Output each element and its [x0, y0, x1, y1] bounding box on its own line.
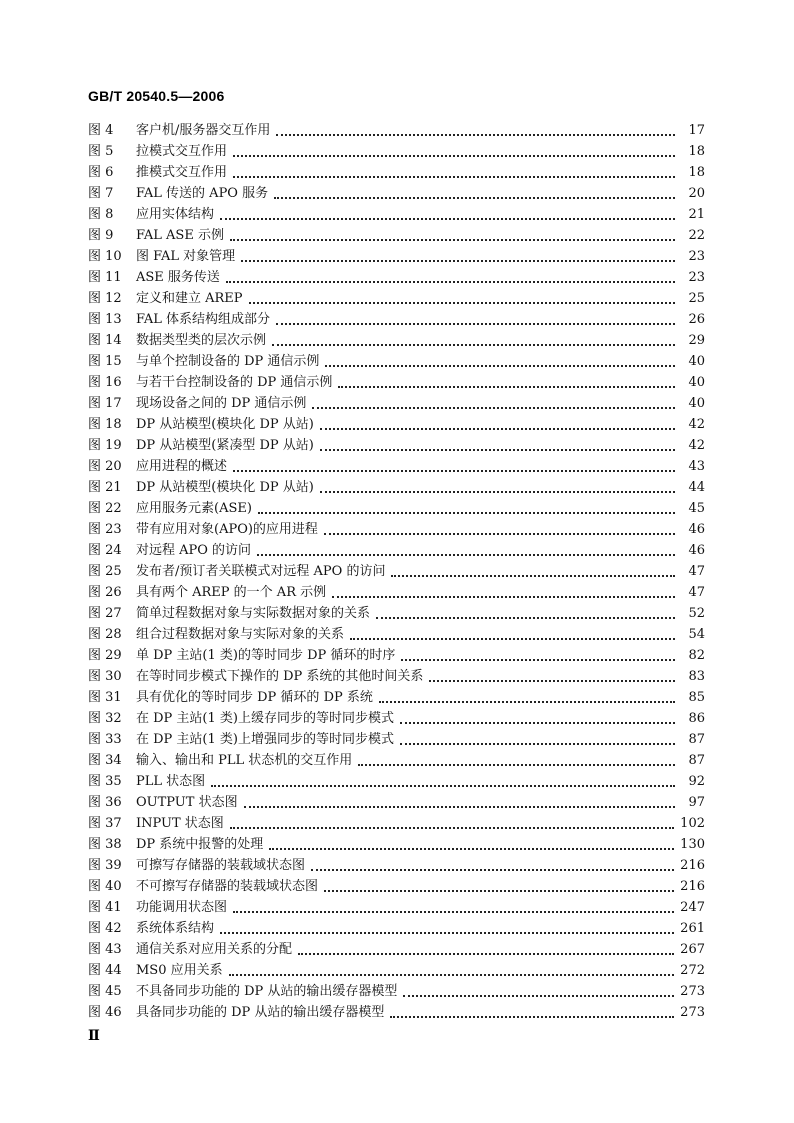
- dot-leader: [244, 805, 675, 808]
- dot-leader: [276, 322, 675, 325]
- figure-title: PLL 状态图: [136, 774, 206, 789]
- page-number: 54: [688, 627, 705, 642]
- toc-row[interactable]: [88, 183, 705, 204]
- dot-leader: [320, 427, 675, 430]
- figure-title: 图 FAL 对象管理: [136, 249, 236, 264]
- toc-row[interactable]: [88, 519, 705, 540]
- dot-leader: [324, 889, 674, 892]
- figure-number: 图 25: [88, 564, 122, 579]
- figure-title: 在 DP 主站(1 类)上缓存同步的等时同步模式: [136, 711, 394, 726]
- toc-row[interactable]: [88, 960, 705, 981]
- dot-leader: [230, 238, 675, 241]
- dot-leader: [269, 847, 674, 850]
- figure-title: 通信关系对应用关系的分配: [136, 942, 293, 957]
- page-number: 92: [688, 774, 705, 789]
- figure-number: 图 38: [88, 837, 122, 852]
- figure-number: 图 30: [88, 669, 122, 684]
- page-number: 18: [688, 144, 705, 159]
- dot-leader: [400, 742, 675, 745]
- dot-leader: [220, 217, 675, 220]
- toc-row[interactable]: [88, 561, 705, 582]
- toc-row[interactable]: [88, 435, 705, 456]
- dot-leader: [320, 490, 675, 493]
- dot-leader: [401, 658, 675, 661]
- figure-number: 图 15: [88, 354, 122, 369]
- toc-row[interactable]: [88, 456, 705, 477]
- figure-title: 单 DP 主站(1 类)的等时同步 DP 循环的时序: [136, 648, 396, 663]
- toc-row[interactable]: [88, 624, 705, 645]
- dot-leader: [229, 973, 675, 976]
- figure-title: OUTPUT 状态图: [136, 795, 238, 810]
- toc-row[interactable]: [88, 645, 705, 666]
- dot-leader: [325, 364, 675, 367]
- figure-title: 带有应用对象(APO)的应用进程: [136, 522, 318, 537]
- toc-row[interactable]: [88, 834, 705, 855]
- page-number: 40: [688, 375, 705, 390]
- figure-title: 系统体系结构: [136, 921, 215, 936]
- dot-leader: [211, 784, 675, 787]
- figure-number: 图 19: [88, 438, 122, 453]
- toc-row[interactable]: [88, 708, 705, 729]
- page-number: 97: [688, 795, 705, 810]
- dot-leader: [376, 616, 675, 619]
- toc-row[interactable]: [88, 1002, 705, 1023]
- page-number: 42: [688, 438, 705, 453]
- figure-title: 与若干台控制设备的 DP 通信示例: [136, 375, 333, 390]
- toc-row[interactable]: [88, 666, 705, 687]
- figure-number: 图 5: [88, 144, 114, 159]
- page-number: 40: [688, 396, 705, 411]
- figure-number: 图 14: [88, 333, 122, 348]
- figure-number: 图 8: [88, 207, 114, 222]
- figure-title: DP 从站模型(模块化 DP 从站): [136, 417, 314, 432]
- dot-leader: [233, 910, 674, 913]
- figure-number: 图 11: [88, 270, 122, 285]
- figure-number: 图 44: [88, 963, 122, 978]
- dot-leader: [272, 343, 675, 346]
- dot-leader: [233, 469, 675, 472]
- figure-number: 图 20: [88, 459, 122, 474]
- figure-title: DP 从站模型(模块化 DP 从站): [136, 480, 314, 495]
- figure-number: 图 22: [88, 501, 122, 516]
- figure-title: 现场设备之间的 DP 通信示例: [136, 396, 307, 411]
- toc-row[interactable]: [88, 498, 705, 519]
- figure-title: ASE 服务传送: [136, 270, 220, 285]
- figure-title: 简单过程数据对象与实际数据对象的关系: [136, 606, 371, 621]
- dot-leader: [429, 679, 675, 682]
- figure-title: 对远程 APO 的访问: [136, 543, 252, 558]
- toc-row[interactable]: [88, 792, 705, 813]
- figure-title: 具有优化的等时同步 DP 循环的 DP 系统: [136, 690, 373, 705]
- page-number: 45: [688, 501, 705, 516]
- figure-title: INPUT 状态图: [136, 816, 224, 831]
- page-number: 46: [688, 522, 705, 537]
- figure-number: 图 32: [88, 711, 122, 726]
- dot-leader: [226, 280, 675, 283]
- dot-leader: [403, 994, 674, 997]
- figure-title: 不具备同步功能的 DP 从站的输出缓存器模型: [136, 984, 398, 999]
- toc-row[interactable]: [88, 582, 705, 603]
- page-number: 267: [680, 942, 705, 957]
- page-number: 17: [688, 123, 705, 138]
- dot-leader: [338, 385, 675, 388]
- dot-leader: [379, 700, 675, 703]
- dot-leader: [274, 196, 675, 199]
- toc-row[interactable]: [88, 141, 705, 162]
- figure-number: 图 16: [88, 375, 122, 390]
- page-number: 83: [688, 669, 705, 684]
- figure-list: [88, 120, 705, 1023]
- dot-leader: [332, 595, 675, 598]
- dot-leader: [400, 721, 675, 724]
- page-number: 29: [688, 333, 705, 348]
- dot-leader: [258, 511, 675, 514]
- figure-number: 图 37: [88, 816, 122, 831]
- figure-title: FAL 传送的 APO 服务: [136, 186, 269, 201]
- toc-row[interactable]: [88, 897, 705, 918]
- figure-title: 应用进程的概述: [136, 459, 228, 474]
- figure-title: 不可擦写存储器的装载域状态图: [136, 879, 319, 894]
- toc-row[interactable]: [88, 855, 705, 876]
- figure-title: FAL ASE 示例: [136, 228, 224, 243]
- toc-row[interactable]: [88, 414, 705, 435]
- dot-leader: [220, 931, 674, 934]
- toc-row[interactable]: [88, 750, 705, 771]
- toc-row[interactable]: [88, 540, 705, 561]
- page-number: 20: [688, 186, 705, 201]
- page-number: 40: [688, 354, 705, 369]
- figure-title: 具备同步功能的 DP 从站的输出缓存器模型: [136, 1005, 385, 1020]
- dot-leader: [249, 301, 675, 304]
- dot-leader: [350, 637, 675, 640]
- page-number: 130: [680, 837, 705, 852]
- figure-number: 图 18: [88, 417, 122, 432]
- toc-row[interactable]: [88, 981, 705, 1002]
- page-number: 82: [688, 648, 705, 663]
- toc-row[interactable]: [88, 162, 705, 183]
- figure-number: 图 6: [88, 165, 114, 180]
- figure-title: 拉模式交互作用: [136, 144, 228, 159]
- figure-title: 组合过程数据对象与实际对象的关系: [136, 627, 345, 642]
- figure-number: 图 29: [88, 648, 122, 663]
- page-number: 272: [680, 963, 705, 978]
- page-number: 102: [680, 816, 705, 831]
- toc-row[interactable]: [88, 918, 705, 939]
- figure-number: 图 35: [88, 774, 122, 789]
- figure-number: 图 34: [88, 753, 122, 768]
- toc-row[interactable]: [88, 603, 705, 624]
- toc-row[interactable]: [88, 477, 705, 498]
- dot-leader: [391, 574, 675, 577]
- toc-row[interactable]: [88, 330, 705, 351]
- page-number: 26: [688, 312, 705, 327]
- figure-number: 图 23: [88, 522, 122, 537]
- figure-number: 图 31: [88, 690, 122, 705]
- dot-leader: [233, 175, 675, 178]
- page-number: 47: [688, 585, 705, 600]
- dot-leader: [276, 133, 675, 136]
- figure-number: 图 41: [88, 900, 122, 915]
- page-number: 47: [688, 564, 705, 579]
- figure-title: 定义和建立 AREP: [136, 291, 243, 306]
- figure-number: 图 36: [88, 795, 122, 810]
- page-number: 44: [688, 480, 705, 495]
- figure-title: 应用服务元素(ASE): [136, 501, 252, 516]
- page-number: 23: [688, 249, 705, 264]
- page-number: 23: [688, 270, 705, 285]
- figure-number: 图 42: [88, 921, 122, 936]
- page-number: 216: [680, 879, 705, 894]
- figure-number: 图 39: [88, 858, 122, 873]
- toc-row[interactable]: [88, 309, 705, 330]
- page-number: 87: [688, 732, 705, 747]
- dot-leader: [311, 868, 674, 871]
- figure-number: 图 26: [88, 585, 122, 600]
- figure-number: 图 21: [88, 480, 122, 495]
- toc-row[interactable]: [88, 204, 705, 225]
- figure-title: 数据类型类的层次示例: [136, 333, 267, 348]
- page-number: 46: [688, 543, 705, 558]
- page-number: 52: [688, 606, 705, 621]
- dot-leader: [390, 1015, 674, 1018]
- figure-title: 功能调用状态图: [136, 900, 228, 915]
- figure-number: 图 40: [88, 879, 122, 894]
- toc-row[interactable]: [88, 729, 705, 750]
- page-number: 273: [680, 984, 705, 999]
- dot-leader: [320, 448, 675, 451]
- dot-leader: [241, 259, 675, 262]
- toc-row[interactable]: [88, 939, 705, 960]
- figure-title: DP 系统中报警的处理: [136, 837, 264, 852]
- dot-leader: [298, 952, 674, 955]
- figure-title: 推模式交互作用: [136, 165, 228, 180]
- page-number: 216: [680, 858, 705, 873]
- figure-number: 图 9: [88, 228, 114, 243]
- figure-title: FAL 体系结构组成部分: [136, 312, 271, 327]
- page-number: 25: [688, 291, 705, 306]
- dot-leader: [233, 154, 675, 157]
- page-number: 273: [680, 1005, 705, 1020]
- figure-title: 发布者/预订者关联模式对远程 APO 的访问: [136, 564, 386, 579]
- page-number: 43: [688, 459, 705, 474]
- figure-number: 图 24: [88, 543, 122, 558]
- page-folio: Ⅱ: [88, 1028, 100, 1044]
- figure-title: DP 从站模型(紧凑型 DP 从站): [136, 438, 314, 453]
- document-code: GB/T 20540.5—2006: [88, 88, 225, 104]
- page-number: 261: [680, 921, 705, 936]
- figure-number: 图 10: [88, 249, 122, 264]
- dot-leader: [257, 553, 675, 556]
- figure-title: 客户机/服务器交互作用: [136, 123, 271, 138]
- figure-title: 在等时同步模式下操作的 DP 系统的其他时间关系: [136, 669, 424, 684]
- page-number: 247: [680, 900, 705, 915]
- figure-number: 图 33: [88, 732, 122, 747]
- toc-row[interactable]: [88, 267, 705, 288]
- toc-row[interactable]: [88, 876, 705, 897]
- toc-row[interactable]: [88, 246, 705, 267]
- page-number: 86: [688, 711, 705, 726]
- toc-row[interactable]: [88, 393, 705, 414]
- figure-number: 图 28: [88, 627, 122, 642]
- toc-row[interactable]: [88, 687, 705, 708]
- toc-row[interactable]: [88, 288, 705, 309]
- dot-leader: [230, 826, 674, 829]
- figure-number: 图 12: [88, 291, 122, 306]
- dot-leader: [324, 532, 675, 535]
- figure-number: 图 13: [88, 312, 122, 327]
- dot-leader: [312, 406, 675, 409]
- toc-row[interactable]: [88, 771, 705, 792]
- page-number: 22: [688, 228, 705, 243]
- figure-title: 在 DP 主站(1 类)上增强同步的等时同步模式: [136, 732, 394, 747]
- figure-title: 应用实体结构: [136, 207, 215, 222]
- figure-number: 图 27: [88, 606, 122, 621]
- figure-title: 可擦写存储器的装载域状态图: [136, 858, 306, 873]
- page-number: 21: [688, 207, 705, 222]
- toc-row[interactable]: [88, 225, 705, 246]
- figure-title: 具有两个 AREP 的一个 AR 示例: [136, 585, 327, 600]
- toc-row[interactable]: [88, 351, 705, 372]
- figure-number: 图 45: [88, 984, 122, 999]
- dot-leader: [358, 763, 675, 766]
- figure-number: 图 43: [88, 942, 122, 957]
- toc-row[interactable]: [88, 120, 705, 141]
- toc-row[interactable]: [88, 813, 705, 834]
- figure-number: 图 7: [88, 186, 114, 201]
- figure-number: 图 46: [88, 1005, 122, 1020]
- figure-title: 输入、输出和 PLL 状态机的交互作用: [136, 753, 353, 768]
- page-number: 85: [688, 690, 705, 705]
- figure-title: MS0 应用关系: [136, 963, 223, 978]
- page-number: 87: [688, 753, 705, 768]
- page-number: 18: [688, 165, 705, 180]
- page-number: 42: [688, 417, 705, 432]
- figure-number: 图 17: [88, 396, 122, 411]
- toc-row[interactable]: [88, 372, 705, 393]
- figure-number: 图 4: [88, 123, 114, 138]
- figure-title: 与单个控制设备的 DP 通信示例: [136, 354, 320, 369]
